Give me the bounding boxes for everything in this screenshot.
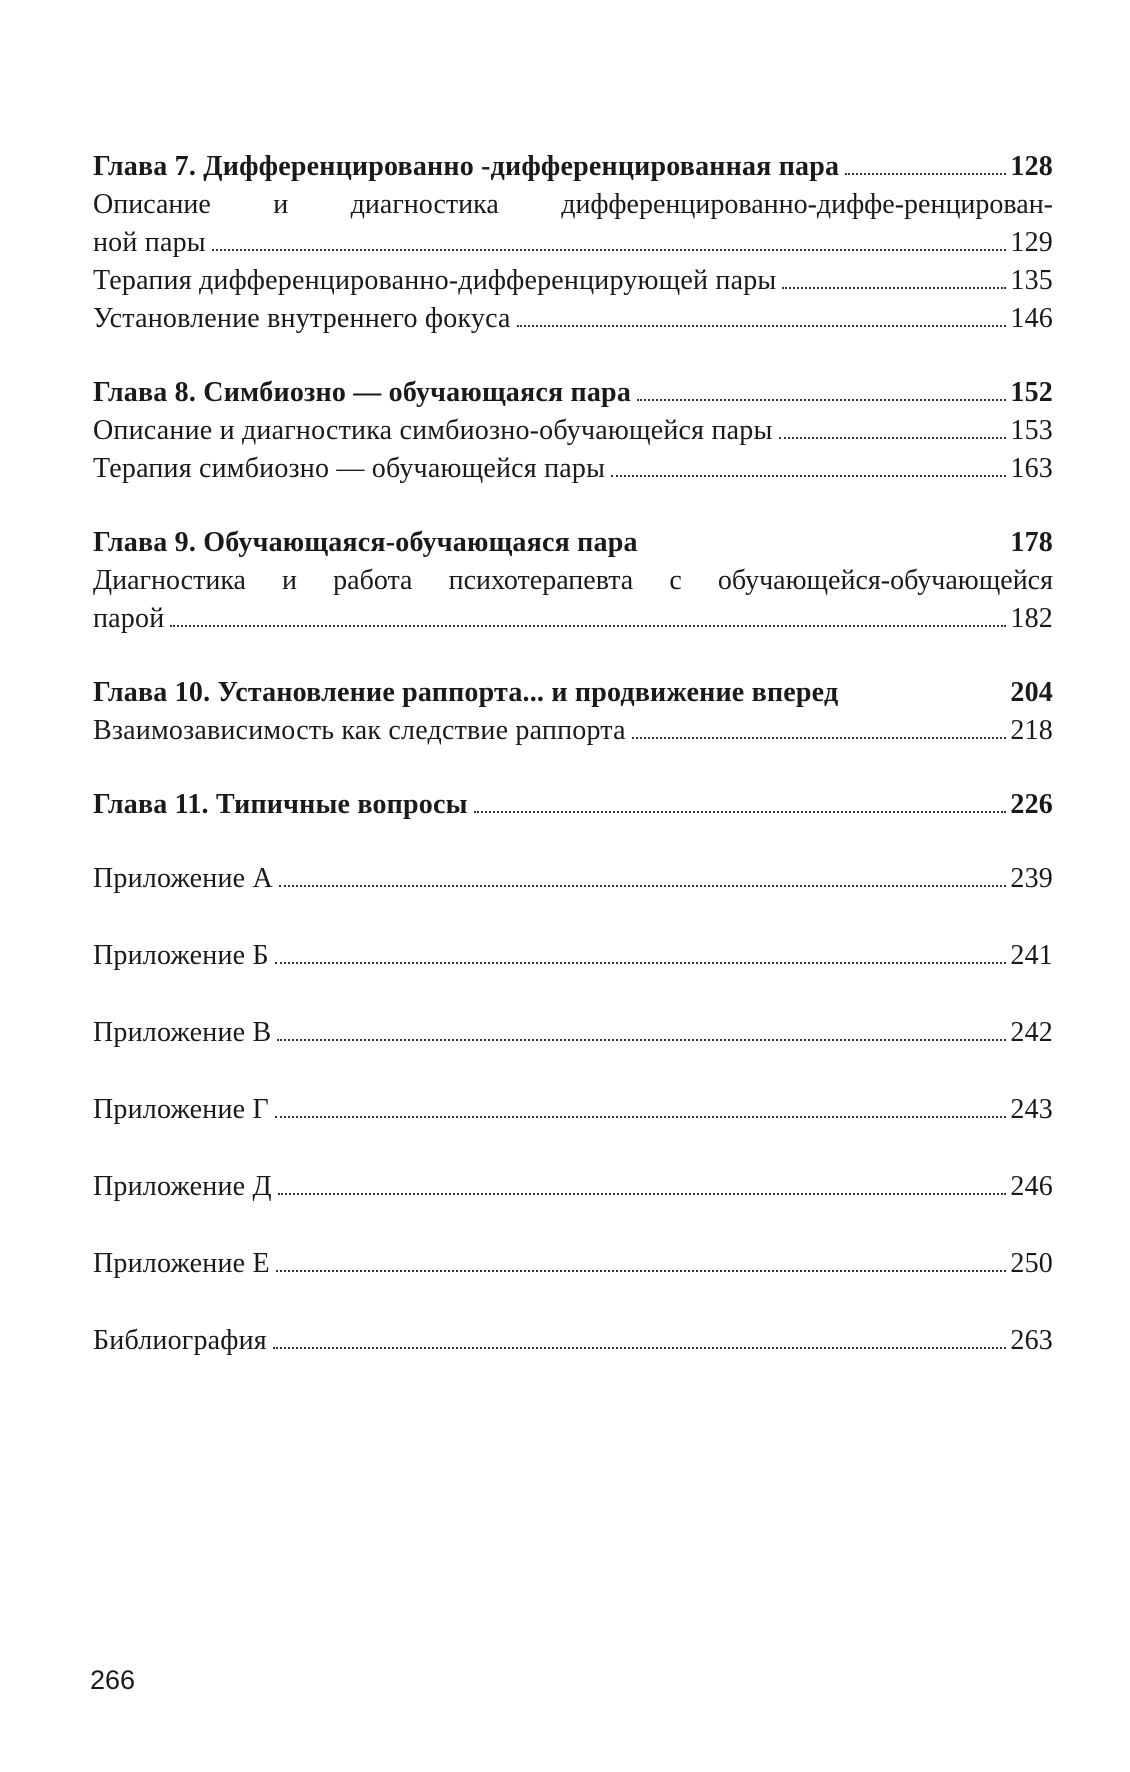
toc-entry-page: 152 — [1010, 377, 1053, 408]
toc-entry-chapter-11[interactable] — [93, 786, 1053, 824]
dot-leader — [517, 325, 1007, 327]
toc-entry-title: Глава 9. Обучающаяся-обучающаяся пара — [93, 527, 638, 558]
toc-entry-title-line-2: парой — [93, 603, 165, 634]
dot-leader — [212, 249, 1007, 251]
toc-entry-page: 178 — [1010, 527, 1053, 558]
chapter-9 — [93, 524, 1053, 638]
toc-entry-page: 226 — [1010, 789, 1053, 820]
dot-leader — [474, 811, 1007, 813]
toc-entry-ch9-diagnostics[interactable] — [93, 562, 1053, 638]
toc-entry-page: 135 — [1010, 265, 1053, 296]
toc-entry-ch8-description[interactable] — [93, 412, 1053, 450]
dot-leader — [278, 1193, 1007, 1195]
dot-leader — [845, 173, 1006, 175]
toc-entry-page: 182 — [1010, 603, 1053, 634]
toc-entry-page: 163 — [1010, 453, 1053, 484]
toc-entry-ch7-focus[interactable] — [93, 300, 1053, 338]
toc-entry-page: 153 — [1010, 415, 1053, 446]
chapter-7 — [93, 148, 1053, 338]
dot-leader — [273, 1347, 1007, 1349]
dot-leader — [782, 287, 1006, 289]
dot-leader — [275, 962, 1007, 964]
toc-entry-page: 128 — [1010, 151, 1053, 182]
toc-entry-title: Терапия симбиозно — обучающейся пары — [93, 453, 606, 484]
toc-entry-page: 146 — [1010, 303, 1053, 334]
toc-entry-chapter-9[interactable] — [93, 524, 1053, 562]
table-of-contents — [93, 148, 1053, 1399]
toc-entry-page: 246 — [1010, 1171, 1053, 1202]
toc-entry-title: Приложение Г — [93, 1094, 269, 1125]
toc-entry-page: 250 — [1010, 1248, 1053, 1279]
toc-entry-title-line-1: Описание и диагностика дифференцированно-диффе-ренцирован- — [93, 189, 1053, 220]
toc-entry-page: 242 — [1010, 1017, 1053, 1048]
toc-entry-title: Приложение Д — [93, 1171, 272, 1202]
toc-entry-ch8-therapy[interactable] — [93, 450, 1053, 488]
toc-entry-page: 204 — [1010, 677, 1053, 708]
toc-entry-title: Приложение Б — [93, 940, 269, 971]
toc-entry-page: 243 — [1010, 1094, 1053, 1125]
dot-leader — [637, 399, 1006, 401]
toc-entry-appendix-a[interactable] — [93, 860, 1053, 898]
toc-entry-title: Глава 11. Типичные вопросы — [93, 789, 468, 820]
chapter-8 — [93, 374, 1053, 488]
dot-leader — [611, 475, 1006, 477]
toc-entry-title: Терапия дифференцированно-дифференцирующей пары — [93, 265, 777, 296]
toc-entry-appendix-e[interactable] — [93, 1245, 1053, 1283]
toc-entry-page: 239 — [1010, 863, 1053, 894]
toc-entry-chapter-8[interactable] — [93, 374, 1053, 412]
toc-entry-page: 218 — [1010, 715, 1053, 746]
toc-entry-title: Описание и диагностика симбиозно-обучающейся пары — [93, 415, 773, 446]
dot-leader — [279, 885, 1006, 887]
toc-entry-title: Глава 10. Установление раппорта... и продвижение вперед — [93, 677, 839, 708]
chapter-10 — [93, 674, 1053, 750]
toc-entry-chapter-10[interactable] — [93, 674, 1053, 712]
toc-entry-bibliography[interactable] — [93, 1322, 1053, 1360]
toc-entry-title: Библиография — [93, 1325, 267, 1356]
dot-leader — [632, 737, 1007, 739]
toc-entry-appendix-b[interactable] — [93, 937, 1053, 975]
toc-entry-title: Приложение В — [93, 1017, 272, 1048]
toc-entry-title: Глава 8. Симбиозно — обучающаяся пара — [93, 377, 632, 408]
toc-entry-page: 263 — [1010, 1325, 1053, 1356]
dot-leader — [779, 437, 1007, 439]
toc-entry-title: Глава 7. Дифференцированно -дифференцированная пара — [93, 151, 840, 182]
toc-entry-ch10-interdependence[interactable] — [93, 712, 1053, 750]
toc-entry-title: Взаимозависимость как следствие раппорта — [93, 715, 626, 746]
dot-leader — [276, 1270, 1007, 1272]
dot-leader — [277, 1039, 1006, 1041]
toc-entry-title: Установление внутреннего фокуса — [93, 303, 511, 334]
toc-entry-title-line-1: Диагностика и работа психотерапевта с обучающейся-обучающейся — [93, 565, 1053, 596]
toc-entry-page: 241 — [1010, 940, 1053, 971]
toc-entry-chapter-7[interactable] — [93, 148, 1053, 186]
toc-entry-appendix-d[interactable] — [93, 1168, 1053, 1206]
toc-entry-ch7-description[interactable] — [93, 186, 1053, 262]
toc-entry-page: 129 — [1010, 227, 1053, 258]
toc-entry-appendix-g[interactable] — [93, 1091, 1053, 1129]
toc-entry-title: Приложение Е — [93, 1248, 270, 1279]
dot-leader — [275, 1116, 1007, 1118]
toc-entry-ch7-therapy[interactable] — [93, 262, 1053, 300]
toc-entry-title-line-2: ной пары — [93, 227, 206, 258]
toc-entry-title: Приложение А — [93, 863, 273, 894]
chapter-11 — [93, 786, 1053, 824]
dot-leader — [170, 625, 1006, 627]
page-number: 266 — [90, 1665, 136, 1695]
toc-entry-appendix-v[interactable] — [93, 1014, 1053, 1052]
